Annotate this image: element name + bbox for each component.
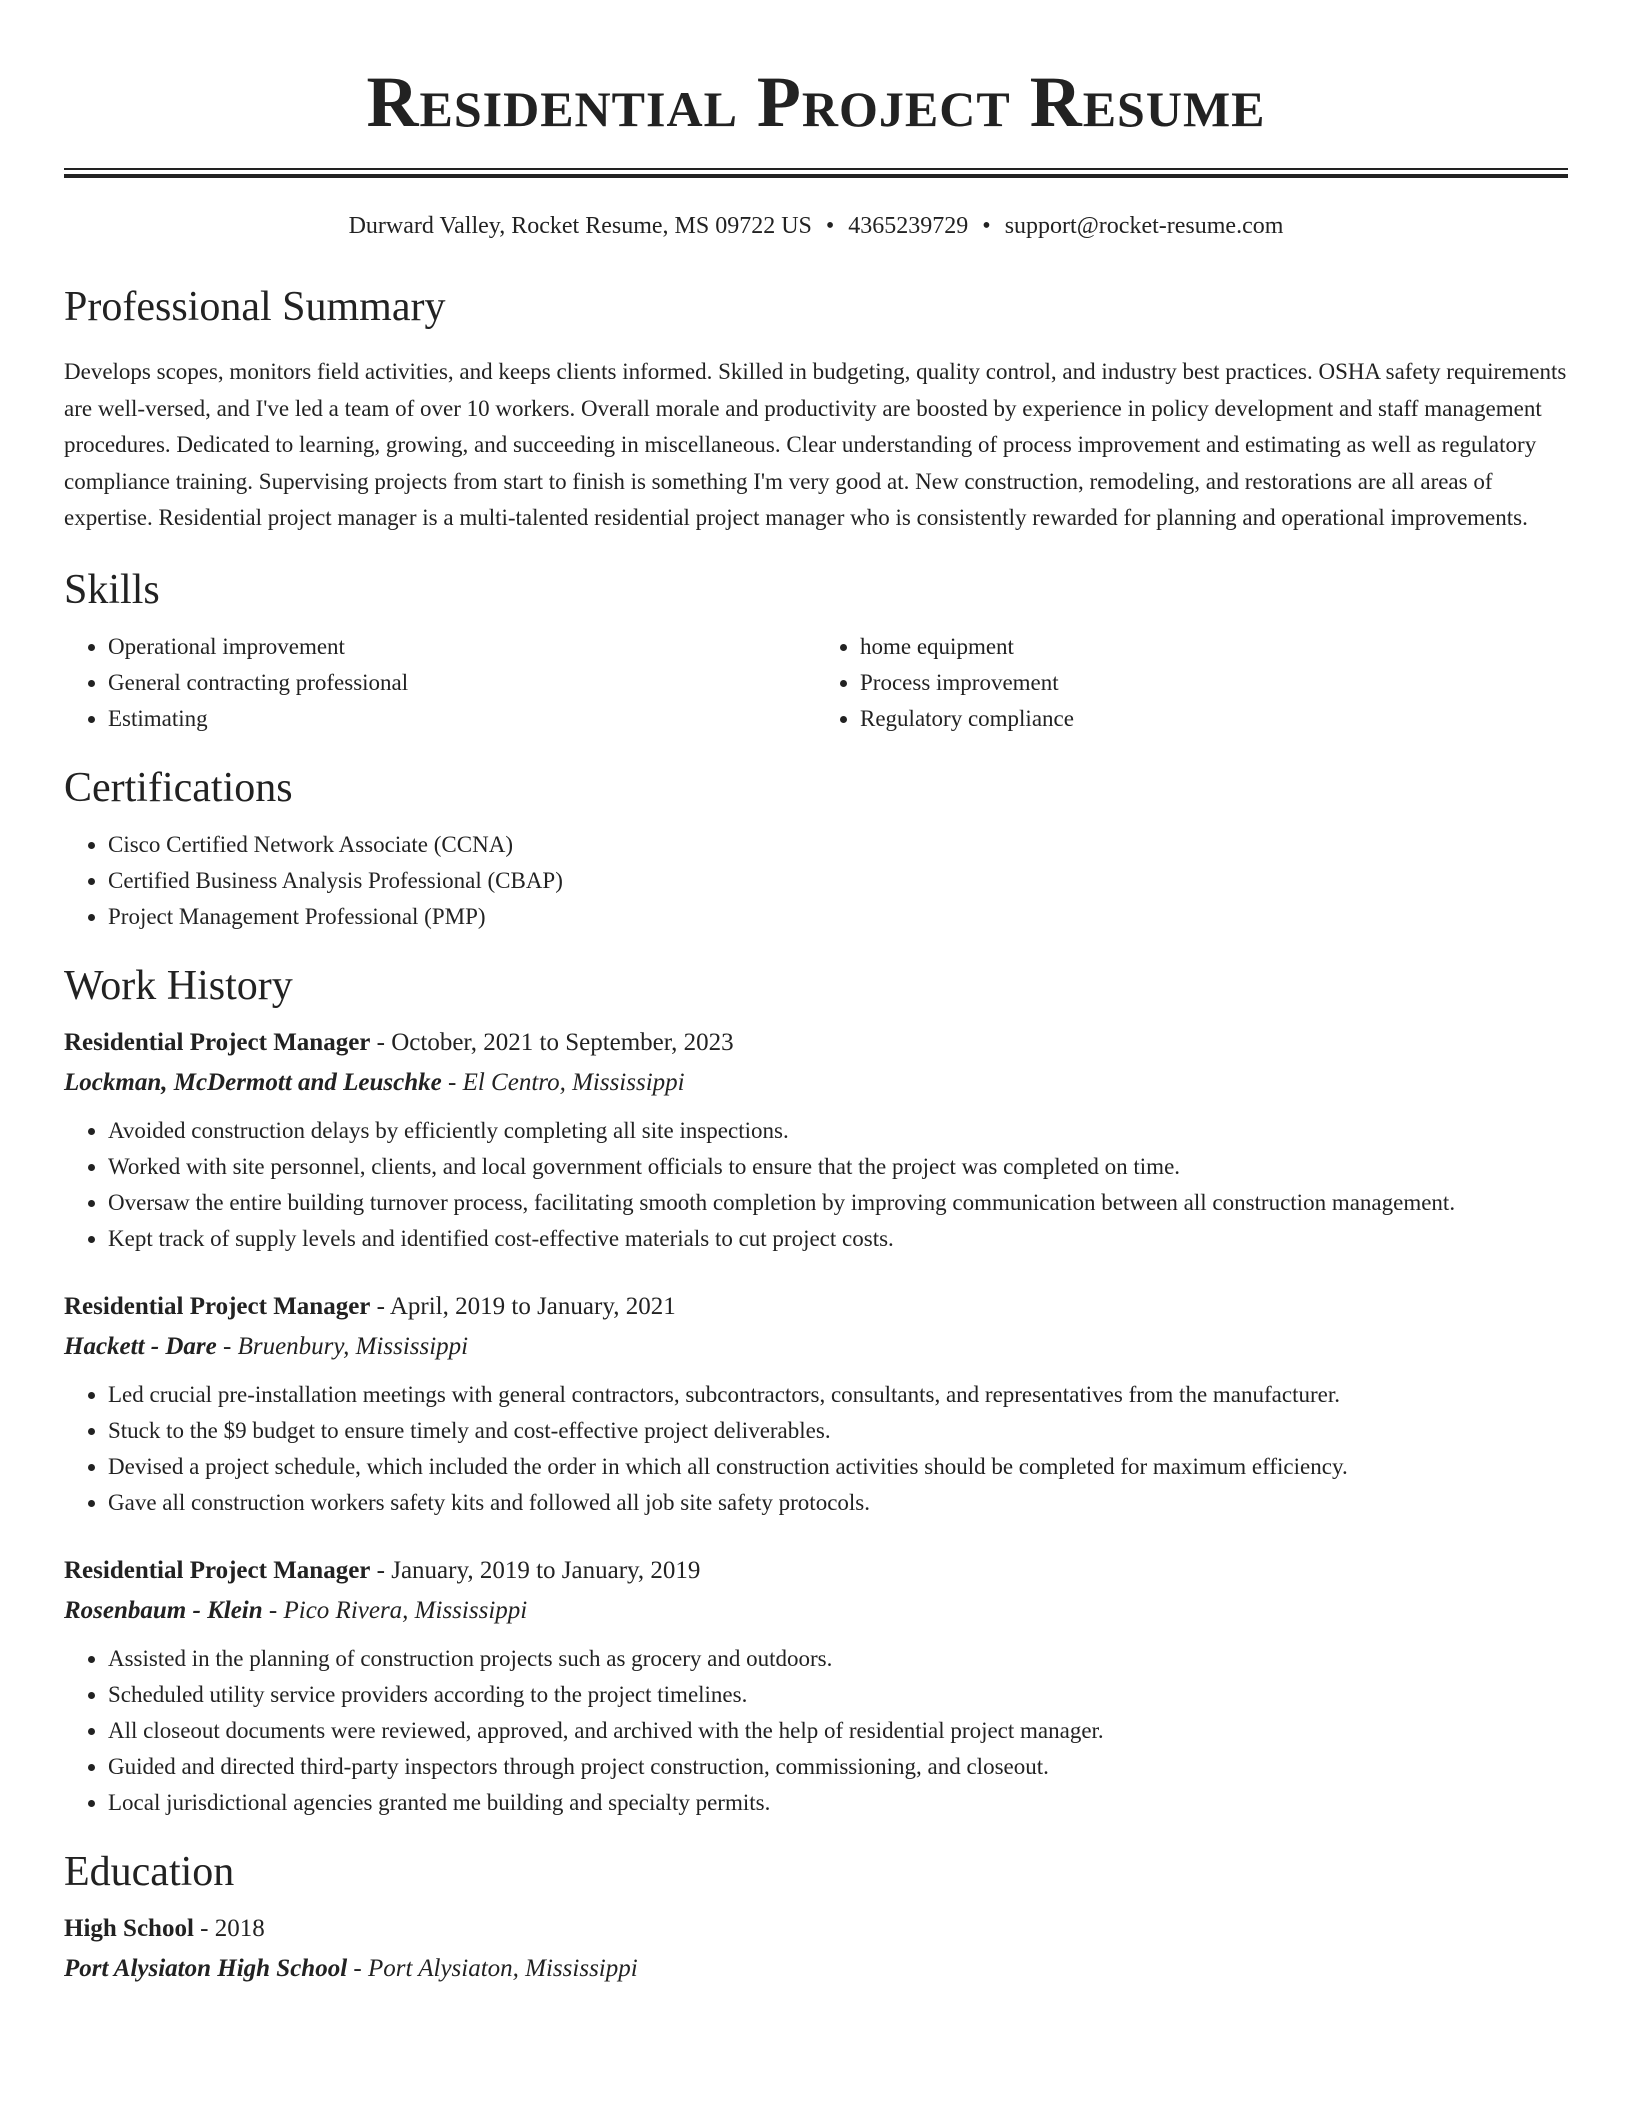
certification-item: • Cisco Certified Network Associate (CCNA) (108, 827, 1568, 863)
job-company-line (64, 1063, 1568, 1103)
certifications-heading: Certifications (64, 764, 293, 811)
work-history-heading: Work History (64, 962, 293, 1009)
job-location: Pico Rivera, Mississippi (283, 1596, 528, 1624)
education-location: Port Alysiaton, Mississippi (367, 1954, 638, 1982)
skill-item: • General contracting professional (108, 665, 816, 701)
skill-item: • home equipment (860, 629, 1568, 665)
education-degree-line (64, 1909, 1568, 1949)
education-heading: Education (64, 1848, 235, 1895)
education-year: 2018 (214, 1914, 265, 1942)
dash: - (370, 1556, 392, 1584)
education-school-line (64, 1949, 1568, 1989)
job-dates: October, 2021 to September, 2023 (391, 1028, 734, 1056)
contact-separator: • (982, 213, 991, 239)
education-entry (64, 1909, 1568, 1989)
job-bullet: • Gave all construction workers safety kits and followed all job site safety protocols. (108, 1485, 1568, 1521)
skill-item: • Regulatory compliance (860, 701, 1568, 737)
resume-page (64, 0, 1568, 1989)
skills-grid (64, 629, 1568, 737)
job-entry (64, 1551, 1568, 1821)
dash: - (193, 1914, 215, 1942)
job-bullets (64, 1377, 1568, 1521)
dash: - (441, 1068, 463, 1096)
skill-item: • Estimating (108, 701, 816, 737)
job-company: Rosenbaum - Klein (64, 1596, 263, 1624)
job-dates: January, 2019 to January, 2019 (391, 1556, 701, 1584)
contact-phone: 4365239729 (848, 213, 969, 239)
skills-heading: Skills (64, 566, 160, 613)
job-title-line (64, 1551, 1568, 1591)
summary-text: Develops scopes, monitors field activities, and keeps clients informed. Skilled in budgeting, quality control, and industry best practices. OSHA safety requirements are well-versed, and I've led a team of over 10 workers. Overall morale and productivity are boosted by experience in policy development and staff management procedures. Dedicated to learning, growing, and succeeding in miscellaneous. Clear understanding of process improvement and estimating as well as regulatory compliance training. Supervising projects from start to finish is something I'm very good at. New construction, remodeling, and restorations are all areas of expertise. Residential project manager is a multi-talented residential project manager who is consistently rewarded for planning and operational improvements. (64, 359, 1567, 530)
education-school: Port Alysiaton High School (64, 1954, 348, 1982)
contact-address: Durward Valley, Rocket Resume, MS 09722 US (348, 213, 812, 239)
job-dates: April, 2019 to January, 2021 (389, 1292, 676, 1320)
job-bullet: • Kept track of supply levels and identified cost-effective materials to cut project costs. (108, 1221, 1568, 1257)
job-title: Residential Project Manager (64, 1028, 371, 1056)
certification-item: • Project Management Professional (PMP) (108, 899, 1568, 935)
certification-item: • Certified Business Analysis Professional (CBAP) (108, 863, 1568, 899)
skills-section (64, 565, 1568, 737)
job-location: El Centro, Mississippi (462, 1068, 685, 1096)
job-bullet: • Stuck to the $9 budget to ensure timely and cost-effective project deliverables. (108, 1413, 1568, 1449)
job-bullet: • All closeout documents were reviewed, approved, and archived with the help of residential project manager. (108, 1713, 1568, 1749)
job-location: Bruenbury, Mississippi (237, 1332, 469, 1360)
contact-line (64, 210, 1568, 242)
job-bullets (64, 1641, 1568, 1821)
job-bullet: • Led crucial pre-installation meetings with general contractors, subcontractors, consultants, and representatives from the manufacturer. (108, 1377, 1568, 1413)
job-title-line (64, 1023, 1568, 1063)
job-bullet: • Oversaw the entire building turnover process, facilitating smooth completion by improving communication between all construction management. (108, 1185, 1568, 1221)
certifications-list (64, 827, 1568, 935)
job-bullet: • Local jurisdictional agencies granted me building and specialty permits. (108, 1785, 1568, 1821)
job-company: Lockman, McDermott and Leuschke (64, 1068, 442, 1096)
skills-list-left (64, 629, 816, 737)
summary-heading: Professional Summary (64, 284, 446, 330)
skills-list-right (816, 629, 1568, 737)
job-bullet: • Avoided construction delays by efficiently completing all site inspections. (108, 1113, 1568, 1149)
dash: - (370, 1028, 392, 1056)
job-bullet: • Devised a project schedule, which included the order in which all construction activities should be completed for maximum efficiency. (108, 1449, 1568, 1485)
title-rule-thin (64, 168, 1568, 170)
job-bullets (64, 1113, 1568, 1257)
job-bullet: • Guided and directed third-party inspectors through project construction, commissioning, and closeout. (108, 1749, 1568, 1785)
dash: - (262, 1596, 284, 1624)
dash: - (347, 1954, 368, 1982)
job-title-line (64, 1287, 1568, 1327)
job-entry (64, 1023, 1568, 1257)
job-title: Residential Project Manager (64, 1556, 371, 1584)
job-entry (64, 1287, 1568, 1521)
job-bullet: • Assisted in the planning of construction projects such as grocery and outdoors. (108, 1641, 1568, 1677)
contact-email: support@rocket-resume.com (1004, 213, 1284, 239)
work-history-section (64, 961, 1568, 1821)
title-rule-thick (64, 174, 1568, 178)
skill-item: • Process improvement (860, 665, 1568, 701)
job-title: Residential Project Manager (64, 1292, 371, 1320)
dash: - (216, 1332, 238, 1360)
certifications-section (64, 763, 1568, 935)
job-company: Hackett - Dare (64, 1332, 217, 1360)
job-bullet: • Worked with site personnel, clients, and local government officials to ensure that the project was completed on time. (108, 1149, 1568, 1185)
job-company-line (64, 1327, 1568, 1367)
dash: - (370, 1292, 390, 1320)
contact-separator: • (825, 213, 835, 239)
job-bullet: • Scheduled utility service providers according to the project timelines. (108, 1677, 1568, 1713)
summary-section (64, 282, 1568, 537)
education-section (64, 1847, 1568, 1989)
education-degree: High School (64, 1914, 194, 1942)
skill-item: • Operational improvement (108, 629, 816, 665)
job-company-line (64, 1591, 1568, 1631)
resume-title: Residential Project Resume (366, 62, 1266, 142)
